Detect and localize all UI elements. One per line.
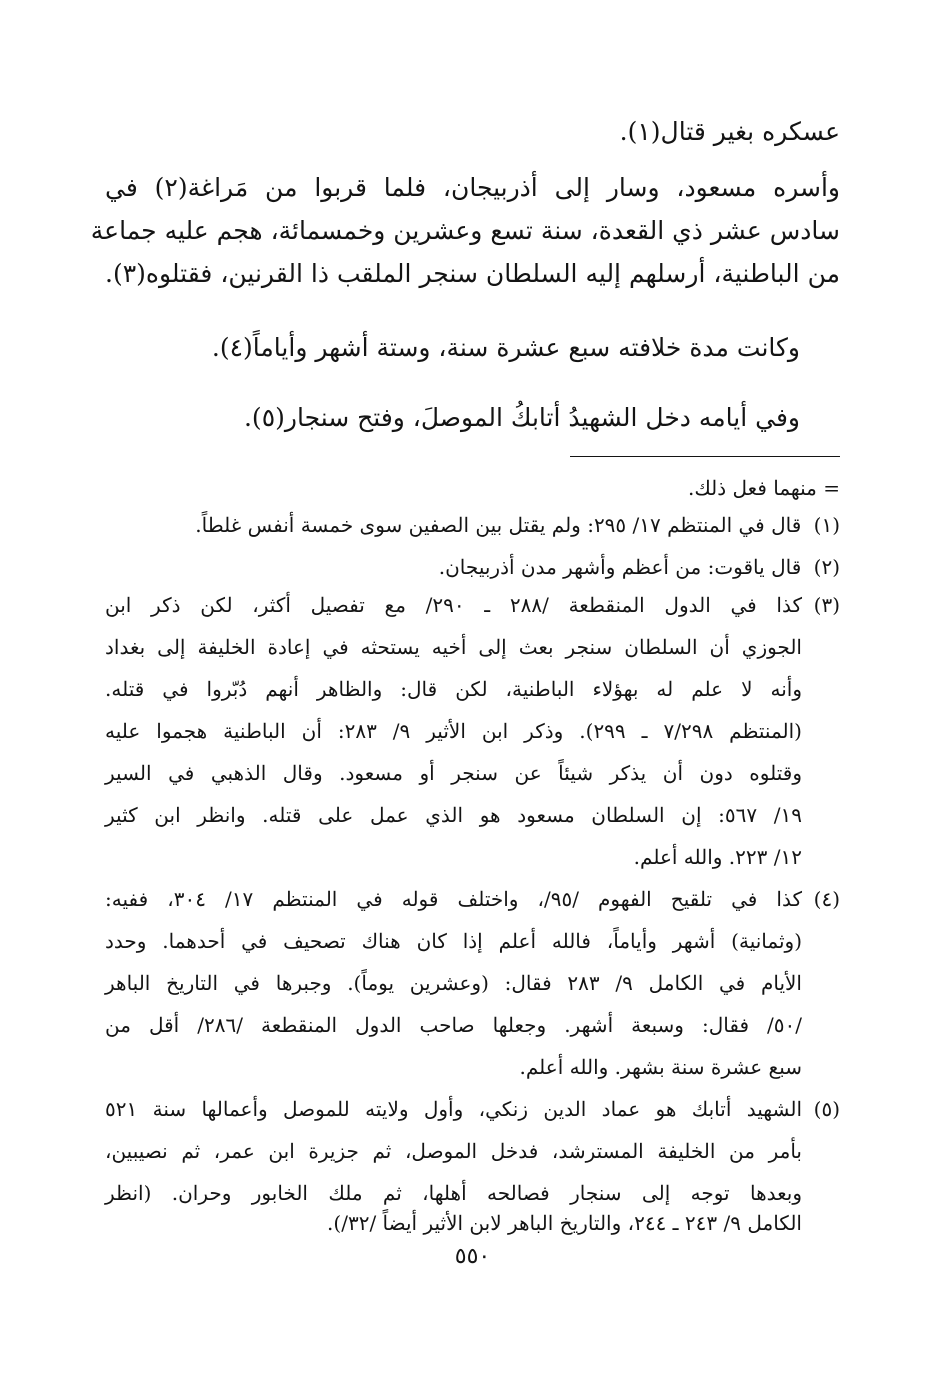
footnote-2-number: (٢) xyxy=(813,555,840,579)
footnote-1-text: قال في المنتظم ١٧/ ٢٩٥: ولم يقتل بين الصفين سوى خمسة أنفس غلطاً. xyxy=(195,513,802,537)
footnote-3-line: الجوزي أن السلطان سنجر بعث إلى أخيه يستحثه في إعادة الخليفة إلى بغداد xyxy=(105,635,802,659)
footnote-4-line: سبع عشرة سنة بشهر. والله أعلم. xyxy=(519,1055,802,1079)
footnote-5-line: الشهيد أتابك هو عماد الدين زنكي، وأول ولايته للموصل وأعمالها سنة ٥٢١ xyxy=(105,1097,802,1121)
footnote-3-line: وقتلوه دون أن يذكر شيئاً عن سنجر أو مسعود. وقال الذهبي في السير xyxy=(105,761,802,785)
main-text-line-3: سادس عشر ذي القعدة، سنة تسع وعشرين وخمسمائة، هجم عليه جماعة xyxy=(90,216,840,245)
footnote-1 xyxy=(195,510,840,540)
footnote-2 xyxy=(439,552,840,582)
footnote-5-number: (٥) xyxy=(813,1097,840,1121)
page-number: ٥٥٠ xyxy=(454,1244,491,1269)
footnote-4-line: الأيام في الكامل ٩/ ٢٨٣ فقال: (وعشرين يوماً). وجبرها في التاريخ الباهر xyxy=(105,971,802,995)
main-text-line-5: وكانت مدة خلافته سبع عشرة سنة، وستة أشهر وأياماً(٤). xyxy=(211,333,800,362)
footnote-4-line: /٥٠/ فقال: وسبعة أشهر. وجعلها صاحب الدول المنقطعة /٢٨٦/ أقل من xyxy=(105,1013,803,1037)
footnote-4-line: كذا في تلقيح الفهوم /٩٥/، واختلف قوله في المنتظم ١٧/ ٣٠٤، ففيه: xyxy=(105,887,802,911)
footnote-3-line: ١٩/ ٥٦٧: إن السلطان مسعود هو الذي عمل على قتله. وانظر ابن كثير xyxy=(105,803,802,827)
main-text-line-1: عسكره بغير قتال(١). xyxy=(619,117,840,146)
footnote-continuation: = منهما فعل ذلك. xyxy=(687,476,840,500)
footnote-3-line: وأنه لا علم له بهؤلاء الباطنية، لكن قال: والظاهر أنهم دُبّروا في قتله. xyxy=(105,677,802,701)
footnote-separator xyxy=(570,456,840,457)
footnote-4-line: (وثمانية) أشهر وأياماً، فالله أعلم إذا كان هناك تصحيف في أحدهما. وحدد xyxy=(105,929,802,953)
footnote-3-number: (٣) xyxy=(813,593,840,617)
main-text-line-6: وفي أيامه دخل الشهيدُ أتابكُ الموصلَ، وفتح سنجار(٥). xyxy=(243,403,800,432)
footnote-5-line: بأمر من الخليفة المسترشد، فدخل الموصل، ثم جزيرة ابن عمر، ثم نصيبين، xyxy=(105,1139,802,1163)
footnote-3-line: (المنتظم ٧/٢٩٨ ـ ٢٩٩). وذكر ابن الأثير ٩/ ٢٨٣: أن الباطنية هجموا عليه xyxy=(105,719,802,743)
footnote-5-line: الكامل ٩/ ٢٤٣ ـ ٢٤٤، والتاريخ الباهر لابن الأثير أيضاً /٣٢/). xyxy=(327,1211,802,1235)
main-text-line-2: وأسره مسعود، وسار إلى أذربيجان، فلما قربوا من مَراغة(٢) في xyxy=(105,173,840,202)
footnote-5-line: وبعدها توجه إلى سنجار فصالحه أهلها، ثم ملك الخابور وحران. (انظر xyxy=(105,1181,802,1205)
footnote-1-number: (١) xyxy=(813,513,840,537)
footnote-4-number: (٤) xyxy=(813,887,840,911)
footnote-3-line: ١٢/ ٢٢٣. والله أعلم. xyxy=(633,845,802,869)
footnote-2-text: قال ياقوت: من أعظم وأشهر مدن أذربيجان. xyxy=(438,555,802,579)
footnote-3-line: كذا في الدول المنقطعة /٢٨٨ ـ ٢٩٠/ مع تفصيل أكثر، لكن ذكر ابن xyxy=(105,593,802,617)
main-text-line-4: من الباطنية، أرسلهم إليه السلطان سنجر الملقب ذا القرنين، فقتلوه(٣). xyxy=(105,259,840,288)
